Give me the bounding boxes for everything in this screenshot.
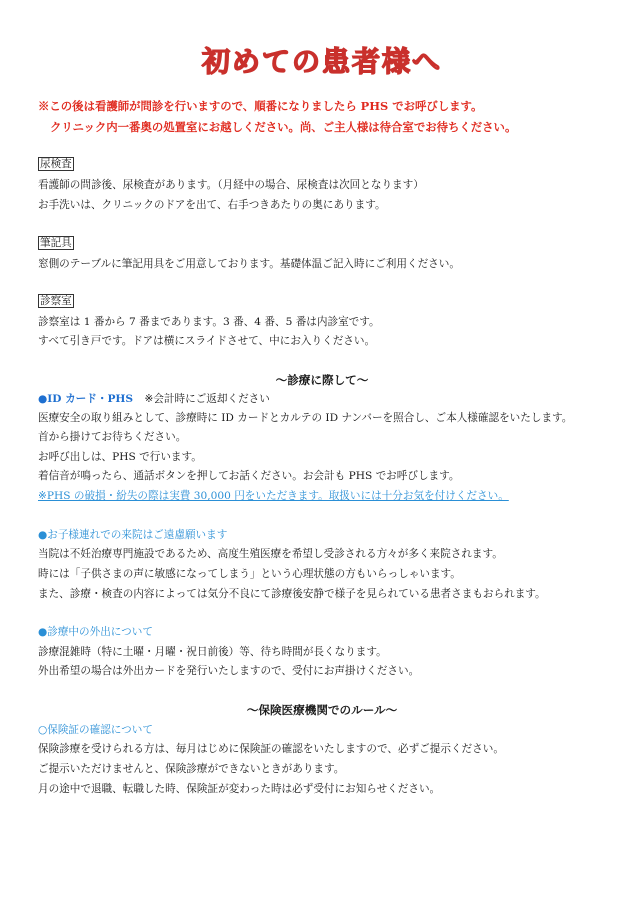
child-line-3: また、診療・検査の内容によっては気分不良にて診療後安静で様子を見られている患者さまもおられます。 — [38, 588, 546, 600]
child-title: ●お子様連れでの来院はご遠慮願います — [38, 529, 228, 541]
outing-line-1: 診療混雑時（特に土曜・月曜・祝日前後）等、待ち時間が長くなります。 — [38, 646, 387, 658]
notice-line-2: クリニック内一番奥の処置室にお越しください。尚、ご主人様は待合室でお待ちください。 — [50, 120, 517, 134]
id-card-return-note: ※会計時にご返却ください — [144, 393, 270, 405]
room-label: 診察室 — [40, 295, 72, 307]
notice-line-1: ※この後は看護師が問診を行いますので、順番になりましたら PHS でお呼びします。 — [38, 99, 483, 113]
insurance-line-1: 保険診療を受けられる方は、毎月はじめに保険証の確認をいたしますので、必ずご提示ください。 — [38, 743, 504, 755]
room-line-2: すべて引き戸です。ドアは横にスライドさせて、中にお入りください。 — [38, 335, 376, 347]
id-line-2: 首から掛けてお待ちください。 — [38, 431, 187, 443]
child-line-1: 当院は不妊治療専門施設であるため、高度生殖医療を希望し受診される方々が多く来院されます。 — [38, 548, 503, 560]
id-line-4: 着信音が鳴ったら、通話ボタンを押してお話ください。お会計も PHS でお呼びします。 — [38, 470, 460, 482]
pens-label: 筆記具 — [40, 237, 72, 249]
insurance-line-3: 月の途中で退職、転職した時、保険証が変わった時は必ず受付にお知らせください。 — [38, 783, 441, 795]
outing-title: ●診療中の外出について — [38, 626, 153, 638]
insurance-title: ○保険証の確認について — [38, 724, 153, 736]
phs-warning: ※PHS の破損・紛失の際は実費 30,000 円をいただきます。取扱いには十分お気を付けください。 — [38, 490, 509, 502]
section-heading-insurance: ～保険医療機関でのルール～ — [246, 703, 398, 717]
outing-line-2: 外出希望の場合は外出カードを発行いたしますので、受付にお声掛けください。 — [38, 665, 420, 677]
page-title: 初めての患者様へ — [201, 45, 442, 78]
urine-line-2: お手洗いは、クリニックのドアを出て、右手つきあたりの奥にあります。 — [38, 199, 386, 211]
room-line-1: 診察室は 1 番から 7 番まであります。3 番、4 番、5 番は内診室です。 — [38, 316, 380, 328]
section-heading-care: ～診療に際して～ — [275, 373, 369, 387]
id-line-3: お呼び出しは、PHS で行います。 — [38, 451, 202, 463]
insurance-line-2: ご提示いただけませんと、保険診療ができないときがあります。 — [38, 763, 345, 775]
id-line-1: 医療安全の取り組みとして、診療時に ID カードとカルテの ID ナンバーを照合し、ご本人様確認をいたします。 — [38, 412, 573, 424]
pens-line-1: 窓側のテーブルに筆記用具をご用意しております。基礎体温ご記入時にご利用ください。 — [38, 258, 460, 270]
urine-line-1: 看護師の問診後、尿検査があります。（月経中の場合、尿検査は次回となります） — [38, 179, 424, 191]
child-line-2: 時には「子供さまの声に敏感になってしまう」という心理状態の方もいらっしゃいます。 — [38, 568, 461, 580]
urine-label: 尿検査 — [40, 158, 72, 170]
id-card-title: ●ID カード・PHS — [38, 393, 134, 405]
